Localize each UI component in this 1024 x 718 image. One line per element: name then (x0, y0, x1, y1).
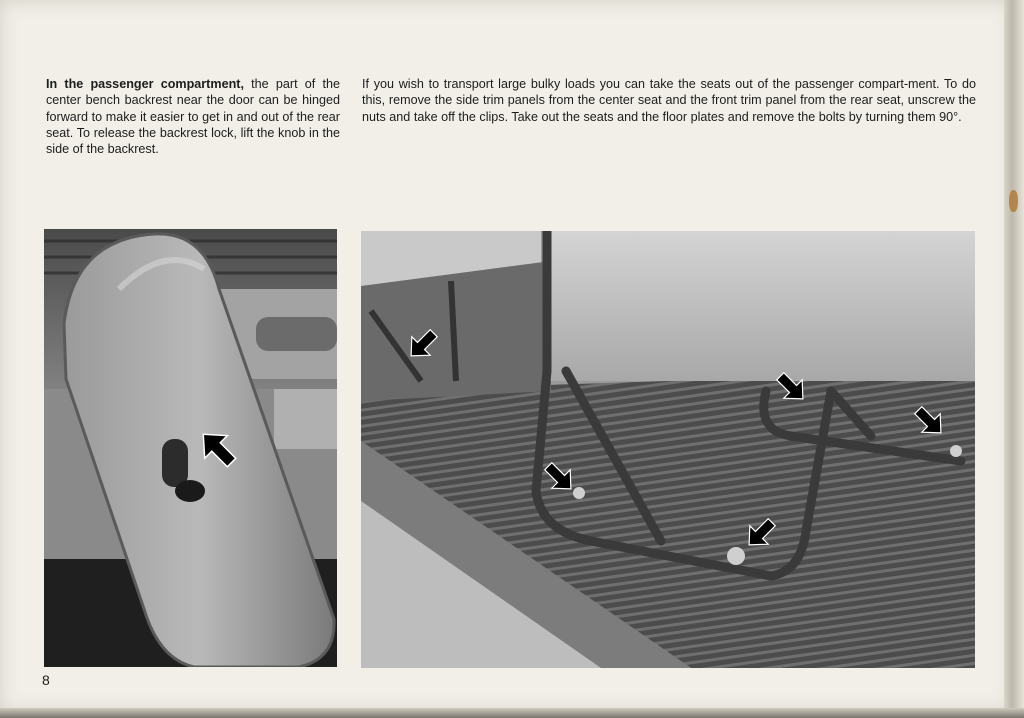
left-paragraph: the part of the center bench backrest near the door can be hinged forward to make it easier to get in and out of the rear seat. To release the backrest lock, lift the knob in the side of the backrest. (46, 77, 340, 157)
section-lead: In the passenger compartment, (46, 77, 244, 91)
left-text-column (46, 76, 340, 157)
seat-frame-photo (361, 231, 975, 668)
page-edge-bottom (0, 708, 1024, 718)
rust-stain (1009, 190, 1018, 212)
right-text-column (362, 76, 976, 125)
page-number: 8 (42, 672, 50, 688)
backrest-lock-photo (44, 229, 337, 667)
right-paragraph: If you wish to transport large bulky loads you can take the seats out of the passenger compart-ment. To do this, remove the side trim panels from the center seat and the front trim panel from the rear seat, unscrew the nuts and take off the clips. Take out the seats and the floor plates and remove the bolts by turning them 90°. (362, 77, 976, 124)
page-edge (1004, 0, 1024, 718)
